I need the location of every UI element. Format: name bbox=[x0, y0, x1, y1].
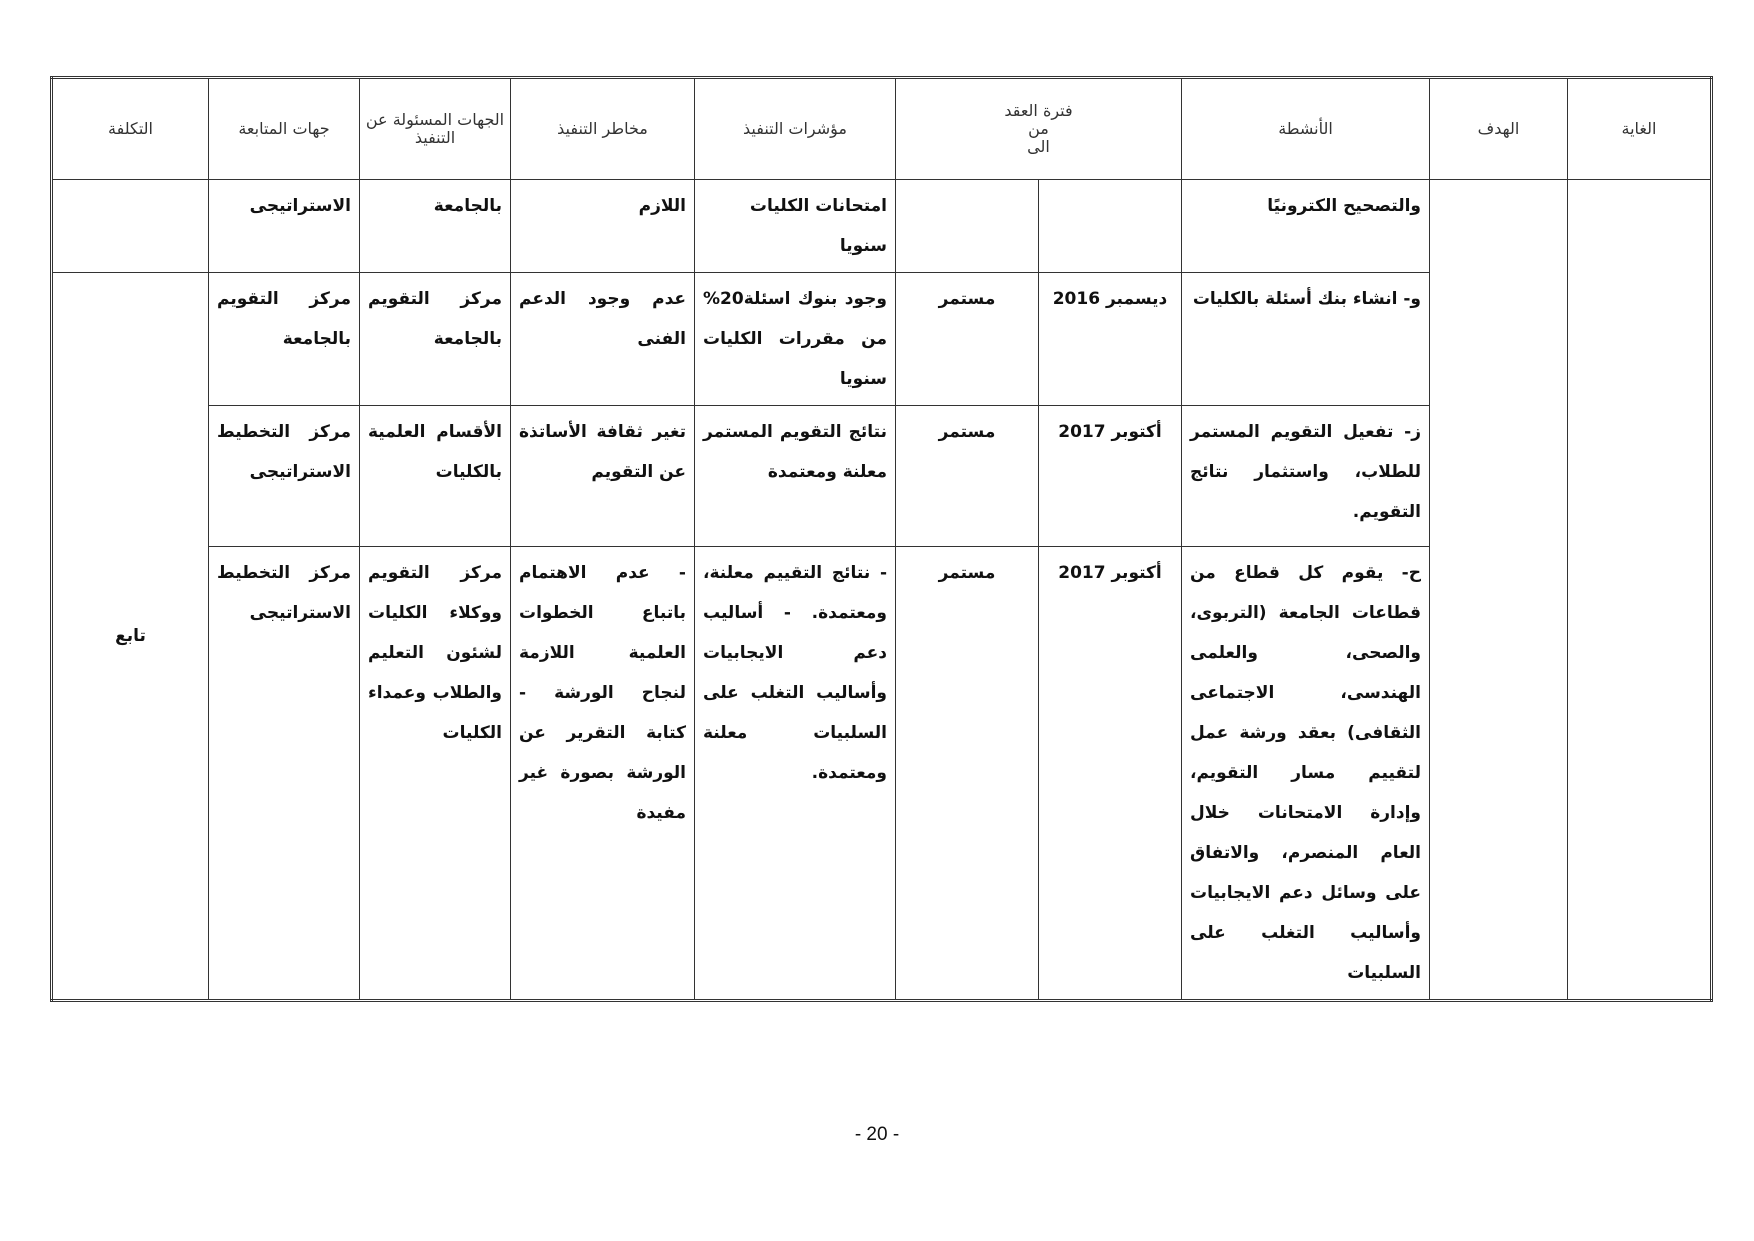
followup-cell: مركز التخطيط الاستراتيجى bbox=[209, 547, 360, 1001]
header-objective: الهدف bbox=[1430, 78, 1568, 180]
period-from-cell: أكتوبر 2017 bbox=[1039, 547, 1182, 1001]
period-from-cell bbox=[1039, 180, 1182, 273]
header-indicators: مؤشرات التنفيذ bbox=[695, 78, 896, 180]
period-to-cell: مستمر bbox=[896, 406, 1039, 547]
activity-cell: و- انشاء بنك أسئلة بالكليات bbox=[1182, 273, 1430, 406]
risk-cell: تغير ثقافة الأساتذة عن التقويم bbox=[511, 406, 695, 547]
period-to-cell bbox=[896, 180, 1039, 273]
period-from-cell: ديسمبر 2016 bbox=[1039, 273, 1182, 406]
indicator-cell: امتحانات الكليات سنويا bbox=[695, 180, 896, 273]
risk-cell: - عدم الاهتمام باتباع الخطوات العلمية اللازمة لنجاح الورشة - كتابة التقرير عن الورشة بصورة غير مفيدة bbox=[511, 547, 695, 1001]
responsible-cell: الأقسام العلمية بالكليات bbox=[360, 406, 511, 547]
activity-cell: والتصحيح الكترونيًا bbox=[1182, 180, 1430, 273]
responsible-cell: مركز التقويم ووكلاء الكليات لشئون التعليم والطلاب وعمداء الكليات bbox=[360, 547, 511, 1001]
period-to-cell: مستمر bbox=[896, 273, 1039, 406]
responsible-cell: بالجامعة bbox=[360, 180, 511, 273]
responsible-cell: مركز التقويم بالجامعة bbox=[360, 273, 511, 406]
page-number: - 20 - bbox=[854, 1124, 900, 1145]
header-row bbox=[52, 78, 1712, 180]
header-period-title: فترة العقد bbox=[1004, 101, 1073, 120]
indicator-cell: وجود بنوك اسئلة20% من مقررات الكليات سنويا bbox=[695, 273, 896, 406]
risk-cell: عدم وجود الدعم الفنى bbox=[511, 273, 695, 406]
header-period-from: من bbox=[1028, 119, 1049, 138]
header-period-to: الى bbox=[1027, 137, 1050, 156]
header-goal: الغاية bbox=[1568, 78, 1712, 180]
header-period bbox=[896, 78, 1182, 180]
risk-cell: اللازم bbox=[511, 180, 695, 273]
period-to-cell: مستمر bbox=[896, 547, 1039, 1001]
table-row bbox=[52, 180, 1712, 273]
activity-cell: ز- تفعيل التقويم المستمر للطلاب، واستثمار نتائج التقويم. bbox=[1182, 406, 1430, 547]
cost-cell: تابع bbox=[52, 273, 209, 1001]
header-followup: جهات المتابعة bbox=[209, 78, 360, 180]
indicator-cell: - نتائج التقييم معلنة، ومعتمدة. - أساليب دعم الايجابيات وأساليب التغلب على السلبيات معلنة ومعتمدة. bbox=[695, 547, 896, 1001]
goal-cell bbox=[1568, 180, 1712, 1001]
followup-cell: مركز التخطيط الاستراتيجى bbox=[209, 406, 360, 547]
objective-cell bbox=[1430, 180, 1568, 1001]
header-risks: مخاطر التنفيذ bbox=[511, 78, 695, 180]
cost-cell-empty bbox=[52, 180, 209, 273]
indicator-cell: نتائج التقويم المستمر معلنة ومعتمدة bbox=[695, 406, 896, 547]
plan-table-container bbox=[50, 76, 1710, 1002]
activity-cell: ح- يقوم كل قطاع من قطاعات الجامعة (التربوى، والصحى، والعلمى الهندسى، الاجتماعى الثقافى) بعقد ورشة عمل لتقييم مسار التقويم، وإدارة الامتحانات خلال العام المنصرم، والاتفاق على وسائل دعم الايجابيات وأساليب التغلب على السلبيات bbox=[1182, 547, 1430, 1001]
header-activities: الأنشطة bbox=[1182, 78, 1430, 180]
header-responsible: الجهات المسئولة عن التنفيذ bbox=[360, 78, 511, 180]
period-from-cell: أكتوبر 2017 bbox=[1039, 406, 1182, 547]
followup-cell: الاستراتيجى bbox=[209, 180, 360, 273]
followup-cell: مركز التقويم بالجامعة bbox=[209, 273, 360, 406]
strategic-plan-table bbox=[50, 76, 1713, 1002]
header-cost: التكلفة bbox=[52, 78, 209, 180]
